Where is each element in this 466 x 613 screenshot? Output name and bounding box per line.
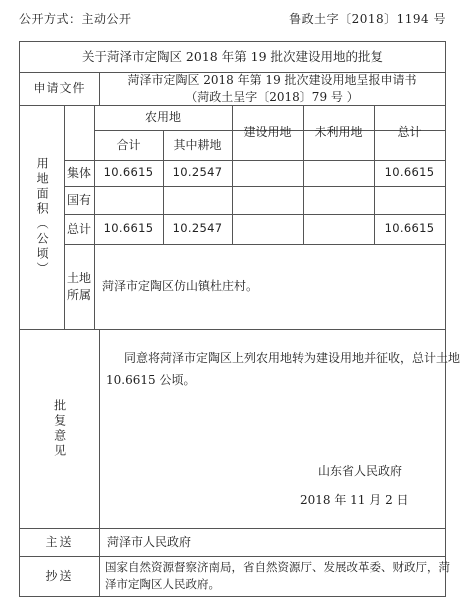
approval-form-table — [19, 41, 461, 597]
cc-value — [99, 556, 450, 596]
total-unused — [303, 214, 374, 244]
row-label-collective: 集体 — [66, 165, 91, 180]
header-subtotal: 合计 — [116, 137, 141, 152]
approval-opinion-label-text: 批复意见 — [52, 398, 67, 459]
state-unused — [303, 186, 374, 214]
application-document — [99, 72, 445, 105]
state-construction — [232, 186, 303, 214]
total-cultivated: 10.2547 — [172, 221, 223, 236]
application-label: 申请文件 — [33, 81, 86, 96]
land-area-label — [20, 105, 64, 329]
land-area-label-text: 用地面积（公顷） — [35, 157, 50, 277]
land-ownership-label: 土地所属 — [67, 271, 92, 302]
disclosure-mode: 公开方式：主动公开 — [19, 12, 132, 26]
total-construction — [232, 214, 303, 244]
approval-text-line-1: 同意将菏泽市定陶区上列农用地转为建设用地并征收，总计土地 — [124, 351, 461, 365]
header-total: 总计 — [397, 125, 422, 140]
approval-opinion-label — [20, 329, 99, 528]
header-unused-land: 未利用地 — [314, 125, 363, 140]
approval-text-line-2: 10.6615 公顷。 — [106, 373, 196, 387]
row-label-state-owned: 国有 — [66, 192, 91, 207]
application-line-1: 菏泽市定陶区 2018 年第 19 批次建设用地呈报申请书 — [127, 73, 417, 88]
cc-line-2: 泽市定陶区人民政府。 — [105, 577, 220, 591]
main-recipient-label: 主送 — [45, 534, 74, 549]
header-agricultural-land: 农用地 — [144, 110, 181, 125]
collective-cultivated: 10.2547 — [172, 165, 223, 180]
row-label-total: 总计 — [66, 221, 91, 236]
state-subtotal — [94, 186, 163, 214]
header-cultivated-land: 其中耕地 — [173, 137, 222, 152]
collective-unused — [303, 160, 374, 186]
total-total: 10.6615 — [384, 221, 435, 236]
total-subtotal: 10.6615 — [103, 221, 154, 236]
cc-label: 抄送 — [45, 568, 74, 583]
state-total — [374, 186, 445, 214]
land-ownership-value: 菏泽市定陶区仿山镇杜庄村。 — [102, 279, 259, 294]
document-title: 关于菏泽市定陶区 2018 年第 19 批次建设用地的批复 — [81, 48, 384, 64]
collective-subtotal: 10.6615 — [103, 165, 154, 180]
cc-line-1: 国家自然资源督察济南局，省自然资源厅、发展改革委、财政厅，菏 — [105, 560, 450, 575]
collective-total: 10.6615 — [384, 165, 435, 180]
document-number: 鲁政土字〔2018〕1194 号 — [289, 12, 446, 26]
approval-date: 2018 年 11 月 2 日 — [300, 493, 409, 507]
header-construction-land: 建设用地 — [243, 125, 292, 140]
application-line-2: （菏政土呈字〔2018〕79 号 ） — [185, 89, 359, 104]
issuing-authority: 山东省人民政府 — [318, 464, 403, 478]
collective-construction — [232, 160, 303, 186]
state-cultivated — [163, 186, 232, 214]
main-recipient-value: 菏泽市人民政府 — [107, 534, 192, 549]
